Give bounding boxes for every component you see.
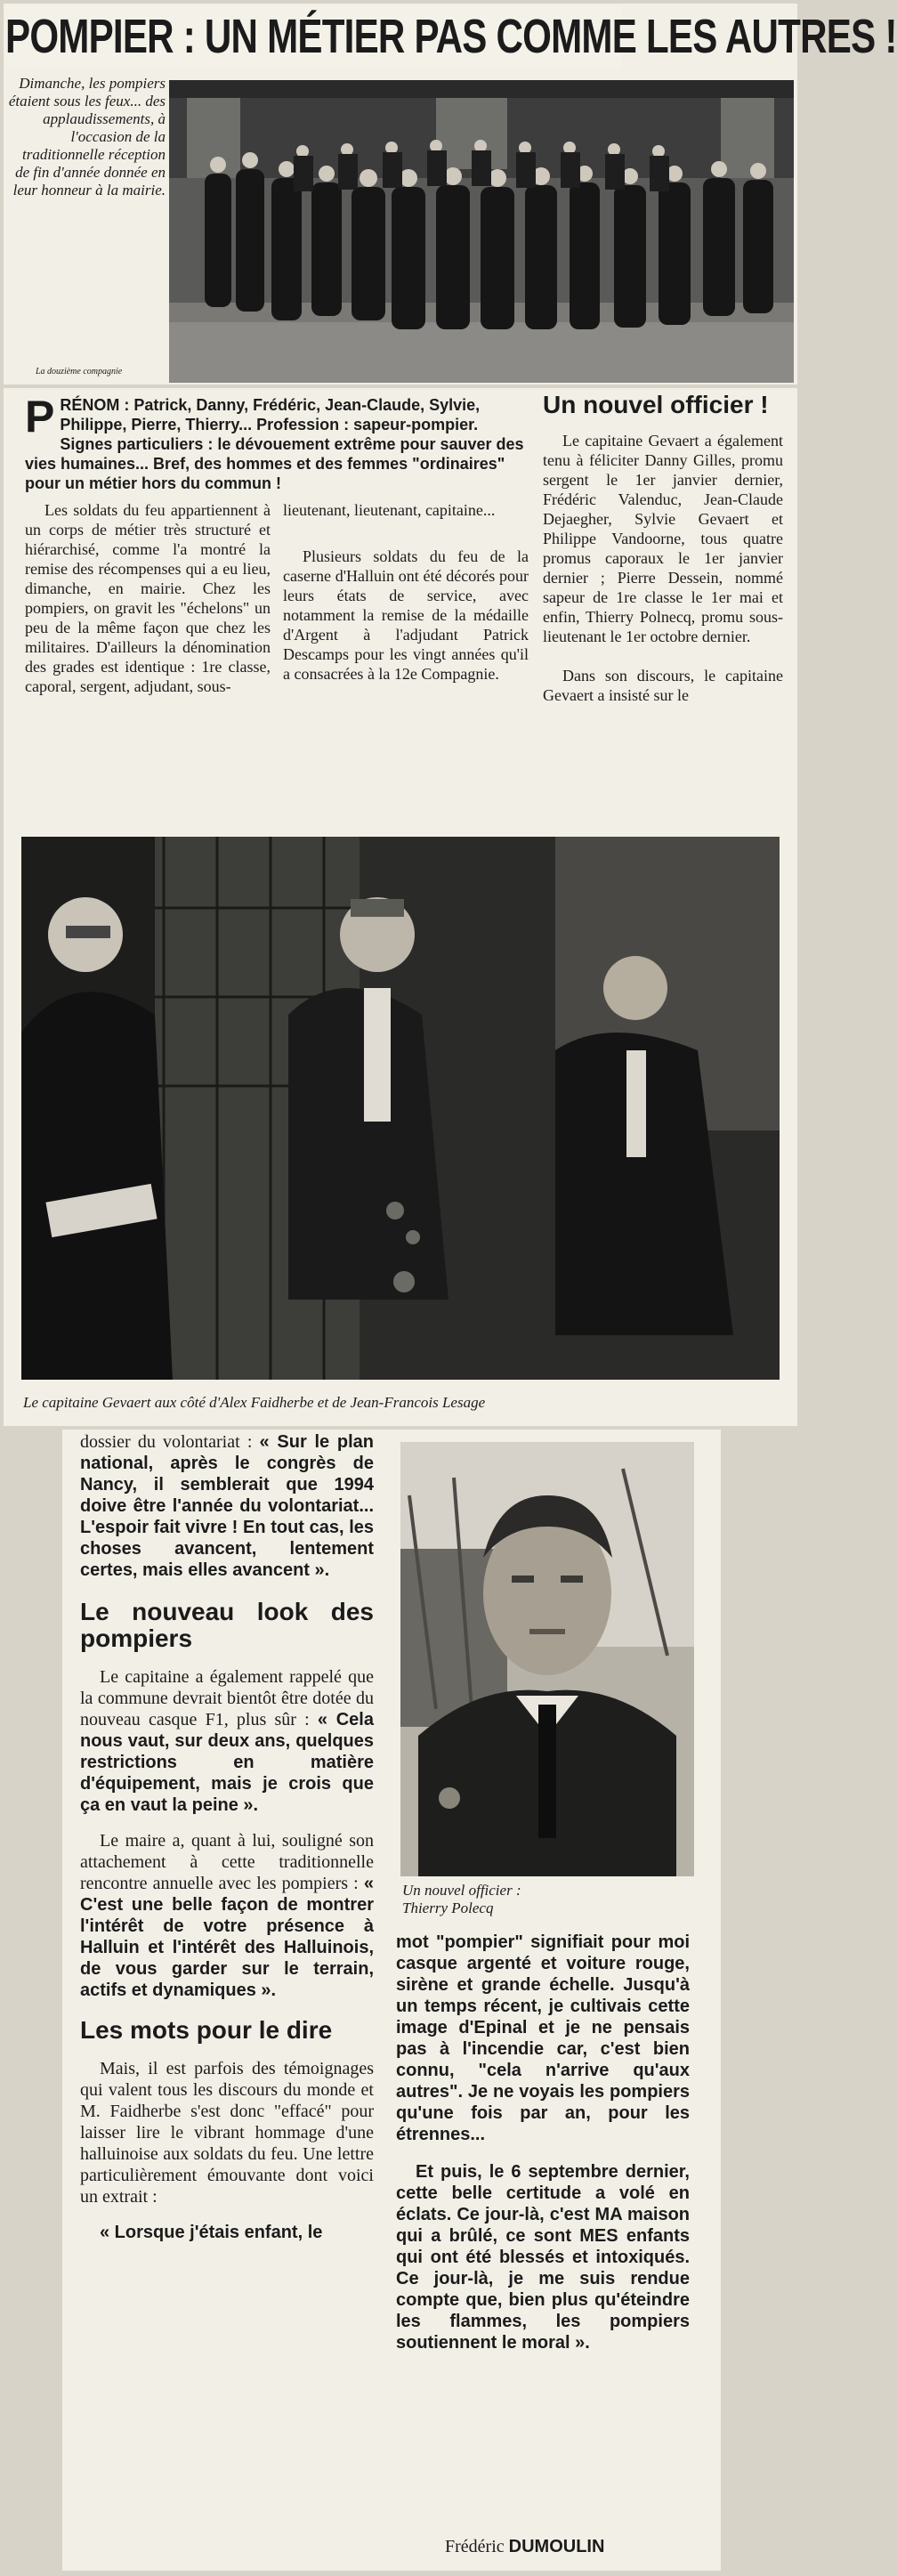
col4-p2-quote: « Cela nous vaut, sur deux ans, quelques restrictions en matière d'équipement, mais je crois que ça en vaut la peine ».: [80, 1710, 374, 1815]
drop-cap: P: [25, 392, 55, 441]
top-photo-caption: Dimanche, les pompiers étaient sous les feux... des applaudissements, à l'occasion de la traditionnelle réception de fin d'année donnée en leur honneur à la mairie.: [8, 75, 166, 198]
col4-paragraph-5: « Lorsque j'étais enfant, le: [100, 2223, 323, 2242]
top-photo-credit: La douzième compagnie: [36, 367, 123, 377]
col4-paragraph-2: [80, 1666, 374, 1816]
column-5: [396, 1932, 690, 2362]
author-signature: [445, 2537, 604, 2557]
col4-p3-quote: « C'est une belle façon de montrer l'intérêt de votre présence à Halluin et l'intérêt des Halluinois, de vous garder sur le terrain, actifs et dynamiques ».: [80, 1874, 374, 2000]
lead-paragraph: [25, 392, 529, 493]
column-1: [25, 500, 271, 705]
col3-title: Un nouvel officier !: [543, 391, 769, 418]
col4-intro-quote: « Sur le plan national, après le congrès de Nancy, il semblerait que 1994 doive être l'année du volontariat... L'espoir fait vivre ! En tout cas, les choses avancent, lentement certes, mais elles avancent ».: [80, 1432, 374, 1580]
col4-paragraph-3: [80, 1830, 374, 2001]
lead-text: RÉNOM : Patrick, Danny, Frédéric, Jean-Claude, Sylvie, Philippe, Pierre, Thierry... Profession : sapeur-pompier. Signes particuliers : le dévouement extrême pour sauver des vies humaines... Bref, des hommes et des femmes "ordinaires" pour un métier hors du commun !: [25, 396, 524, 492]
col4-p3-plain: Le maire a, quant à lui, souligné son attachement à cette traditionnelle rencontre annuelle avec les pompiers :: [80, 1831, 374, 1893]
col4-intro: [80, 1431, 374, 1581]
author-last-name: DUMOULIN: [508, 2537, 605, 2556]
column-2: [283, 500, 529, 693]
portrait-photo: [400, 1442, 694, 1876]
col3-paragraph-1: Le capitaine Gevaert a également tenu à féliciter Danny Gilles, promu sergent le 1er janvier dernier, Frédéric Valenduc, Jean-Claude Dejaegher, Sylvie Gevaert et Philippe Vandoorne, tous quatre promus caporaux le 1er janvier dernier ; Pierre Dessein, nommé sapeur de 1re classe le 1er mai et enfin, Thierry Polnecq, promu sous-lieutenant le 1er octobre dernier.: [543, 432, 783, 645]
column-4: [80, 1431, 374, 2252]
group-photo: [169, 80, 794, 383]
author-first-name: Frédéric: [445, 2537, 505, 2556]
portrait-caption-line-1: Un nouvel officier :: [402, 1882, 521, 1899]
col3-paragraph-2: Dans son discours, le capitaine Gevaert a insisté sur le: [543, 667, 783, 704]
ceremony-photo: [21, 837, 780, 1380]
col2-paragraph-2: Plusieurs soldats du feu de la caserne d'Halluin ont été décorés pour leurs états de service, avec notamment la remise de la médaille d'Argent à l'adjudant Patrick Descamps pour les vingt années qu'il a consacrées à la 12e Compagnie.: [283, 547, 529, 683]
col1-paragraph: Les soldats du feu appartiennent à un corps de métier très structuré et hiérarchisé, comme l'a montré la remise des récompenses qui a eu lieu, dimanche, en mairie. Chez les pompiers, on gravit les "échelons" un peu de la même façon que chez les militaires. D'ailleurs la dénomination des grades est identique : 1re classe, caporal, sergent, adjudant, sous-: [25, 501, 271, 695]
col5-paragraph-1: mot "pompier" signifiait pour moi casque argenté et voiture rouge, sirène et grande échelle. Jusqu'à un temps récent, je cultivais cette image d'Epinal et je ne pensais pas à l'incendie car, c'est bien connu, "cela n'arrive qu'aux autres". Je ne voyais les pompiers qu'une fois par an, pour les étrennes...: [396, 1932, 690, 2144]
portrait-caption-line-2: Thierry Polecq: [402, 1900, 494, 1916]
col2-paragraph-1: lieutenant, lieutenant, capitaine...: [283, 501, 496, 519]
column-3: [543, 392, 783, 714]
col5-paragraph-2: Et puis, le 6 septembre dernier, cette belle certitude a volé en éclats. Ce jour-là, c'est MA maison qui a brûlé, ce sont MES enfants qui ont été blessés et intoxiqués. Ce jour-là, je me suis rendue compte que, bien plus qu'éteindre les flammes, les pompiers soutiennent le moral ».: [396, 2162, 690, 2353]
headline: POMPIER : UN MÉTIER PAS COMME LES AUTRES !: [5, 5, 622, 68]
col4-paragraph-4: Mais, il est parfois des témoignages qui valent tous les discours du monde et M. Faidherbe s'est donc "effacé" pour laisser lire le vibrant hommage d'une halluinoise aux soldats du feu. Une lettre particulièrement émouvante dont voici un extrait :: [80, 2059, 374, 2207]
col4-intro-plain: dossier du volontariat :: [80, 1432, 260, 1452]
col4-subhead-2: Les mots pour le dire: [80, 2016, 333, 2044]
ceremony-photo-caption: Le capitaine Gevaert aux côté d'Alex Faidherbe et de Jean-Francois Lesage: [23, 1394, 486, 1411]
col4-p2-plain: Le capitaine a également rappelé que la commune devrait bientôt être dotée du nouveau casque F1, plus sûr :: [80, 1667, 374, 1729]
portrait-caption: [402, 1882, 687, 1917]
col4-subhead-1: Le nouveau look des pompiers: [80, 1598, 374, 1652]
